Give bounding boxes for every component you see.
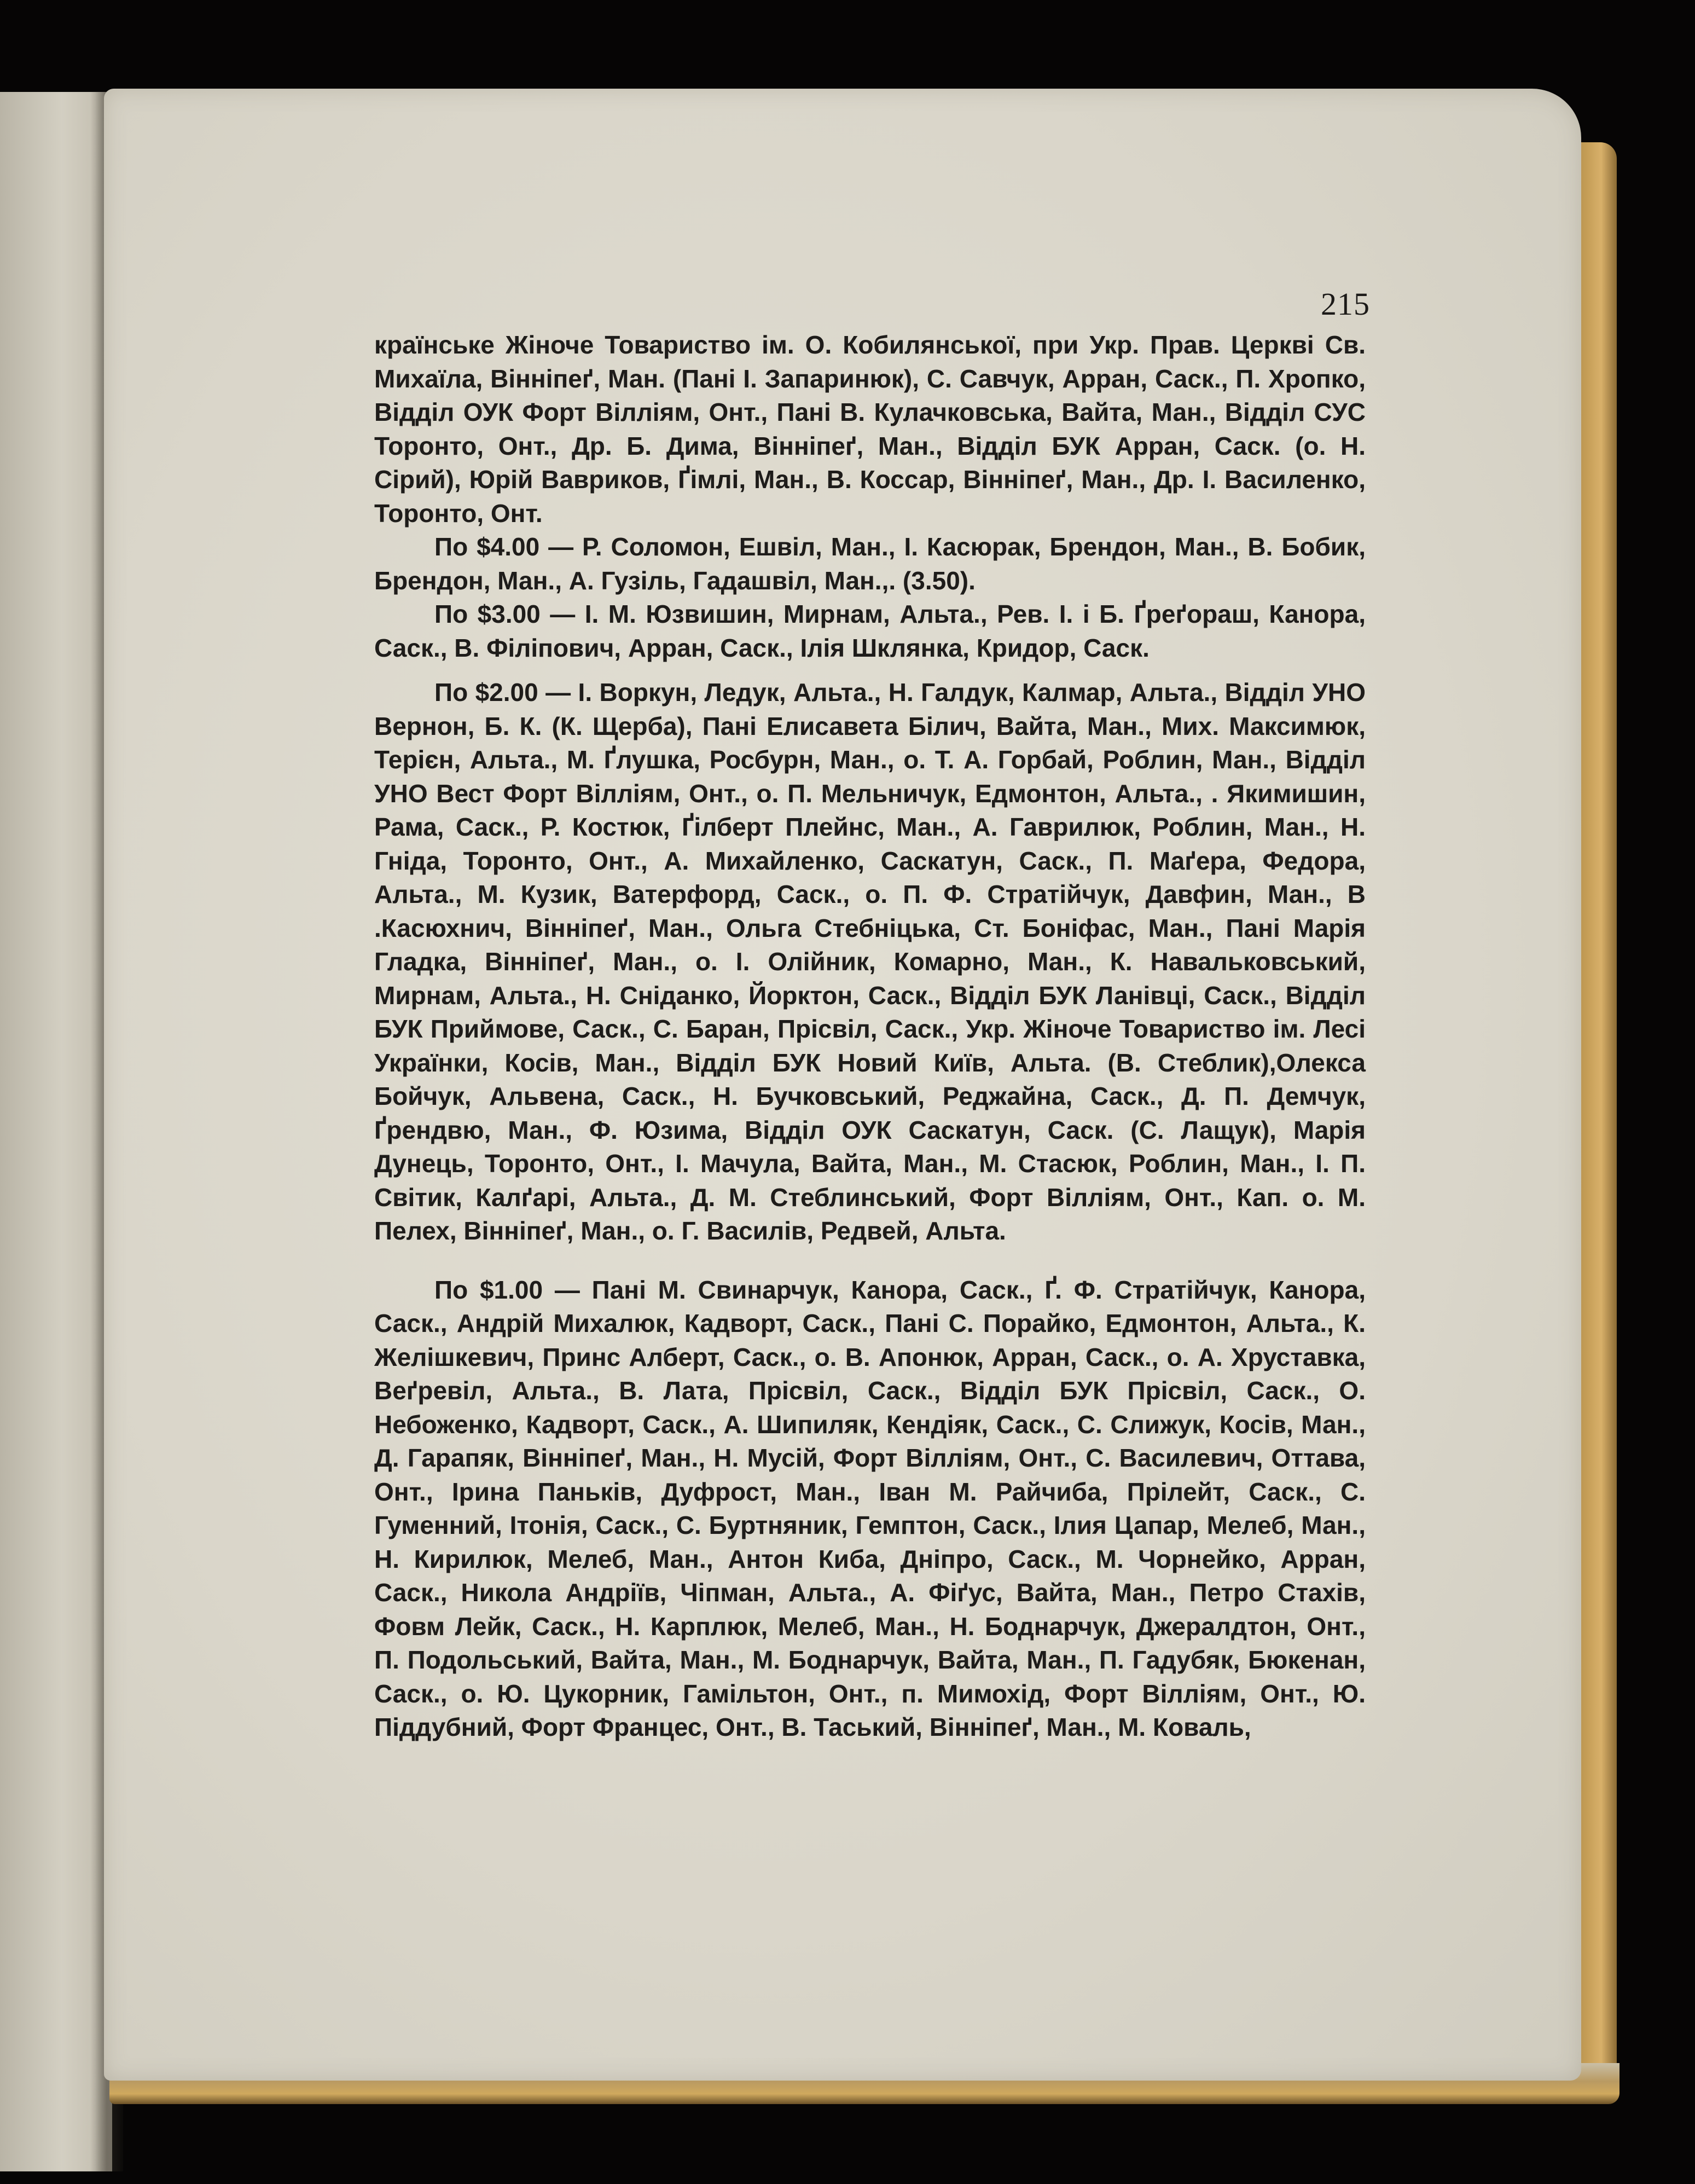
page-body-text [374, 328, 1366, 1745]
paragraph-continued: країнське Жіноче Товариство ім. О. Кобилянської, при Укр. Прав. Церкві Св. Михаїла, Вінніпеґ, Ман. (Пані І. Запаринюк), С. Савчук, Арран, Саск., П. Хропко, Відділ ОУК Форт Вілліям, Онт., Пані В. Кулачковська, Вайта, Ман., Відділ СУС Торонто, Онт., Др. Б. Дима, Вінніпеґ, Ман., Відділ БУК Арран, Саск. (о. Н. Сірий), Юрій Вавриков, Ґімлі, Ман., В. Коссар, Вінніпеґ, Ман., Др. І. Василенко, Торонто, Онт. [374, 331, 1366, 528]
paragraph-donations-4: По $4.00 — Р. Соломон, Ешвіл, Ман., І. Касюрак, Брендон, Ман., В. Бобик, Брендон, Ман., А. Гузіль, Гадашвіл, Ман.,. (3.50). [374, 532, 1366, 595]
paragraph-donations-2: По $2.00 — І. Воркун, Ледук, Альта., Н. Галдук, Калмар, Альта., Відділ УНО Вернон, Б. К. (К. Щерба), Пані Елисавета Білич, Вайта, Ман., Мих. Максимюк, Терієн, Альта., М. Ґлушка, Росбурн, Ман., о. Т. А. Горбай, Роблин, Ман., Відділ УНО Вест Форт Вілліям, Онт., о. П. Мельничук, Едмонтон, Альта., . Якимишин, Рама, Саск., Р. Костюк, Ґілберт Плейнс, Ман., А. Гаврилюк, Роблин, Ман., Н. Гніда, Торонто, Онт., А. Михайленко, Саскатун, Саск., П. Маґера, Федора, Альта., М. Кузик, Ватерфорд, Саск., о. П. Ф. Стратійчук, Давфин, Ман., В .Касюхнич, Вінніпеґ, Ман., Ольга Стебніцька, Ст. Боніфас, Ман., Пані Марія Гладка, Вінніпеґ, Ман., о. І. Олійник, Комарно, Ман., К. Навальковський, Мирнам, Альта., Н. Сніданко, Йорктон, Саск., Відділ БУК Ланівці, Саск., Відділ БУК Приймове, Саск., С. Баран, Прісвіл, Саск., Укр. Жіноче Товариство ім. Лесі Українки, Косів, Ман., Відділ БУК Новий Київ, Альта. (В. Стеблик),Олекса Бойчук, Альвена, Саск., Н. Бучковський, Реджайна, Саск., Д. П. Демчук, Ґрендвю, Ман., Ф. Юзима, Відділ ОУК Саскатун, Саск. (С. Лащук), Марія Дунець, Торонто, Онт., І. Мачула, Вайта, Ман., М. Стасюк, Роблин, Ман., І. П. Світик, Калґарі, Альта., Д. М. Стеблинський, Форт Вілліям, Онт., Кап. о. М. Пелех, Вінніпеґ, Ман., о. Г. Василів, Редвей, Альта. [374, 678, 1366, 1245]
paragraph-donations-1: По $1.00 — Пані М. Свинарчук, Канора, Саск., Ґ. Ф. Стратійчук, Канора, Саск., Андрій Михалюк, Кадворт, Саск., Пані С. Порайко, Едмонтон, Альта., К. Желішкевич, Принс Алберт, Саск., о. В. Апонюк, Арран, Саск., о. А. Хруставка, Веґревіл, Альта., В. Лата, Прісвіл, Саск., Відділ БУК Прісвіл, Саск., О. Небоженко, Кадворт, Саск., А. Шипиляк, Кендіяк, Саск., С. Слижук, Косів, Ман., Д. Гарапяк, Вінніпеґ, Ман., Н. Мусій, Форт Вілліям, Онт., С. Василевич, Оттава, Онт., Ірина Паньків, Дуфрост, Ман., Іван М. Райчиба, Прілейт, Саск., С. Гуменний, Ітонія, Саск., С. Буртняник, Гемптон, Саск., Ілия Цапар, Мелеб, Ман., Н. Кирилюк, Мелеб, Ман., Антон Киба, Дніпро, Саск., М. Чорнейко, Арран, Саск., Никола Андріїв, Чіпман, Альта., А. Фіґус, Вайта, Ман., Петро Стахів, Фовм Лейк, Саск., Н. Карплюк, Мелеб, Ман., Н. Боднарчук, Джералдтон, Онт., П. Подольський, Вайта, Ман., М. Боднарчук, Вайта, Ман., П. Гадубяк, Бюкенан, Саск., о. Ю. Цукорник, Гамільтон, Онт., п. Мимохід, Форт Вілліям, Онт., Ю. Піддубний, Форт Францес, Онт., В. Таський, Вінніпеґ, Ман., М. Коваль, [374, 1275, 1366, 1741]
page-number: 215 [1321, 286, 1370, 322]
paragraph-donations-3: По $3.00 — І. М. Юзвишин, Мирнам, Альта., Рев. І. і Б. Ґреґораш, Канора, Саск., В. Філіпович, Арран, Саск., Ілія Шклянка, Кридор, Саск. [374, 600, 1366, 662]
